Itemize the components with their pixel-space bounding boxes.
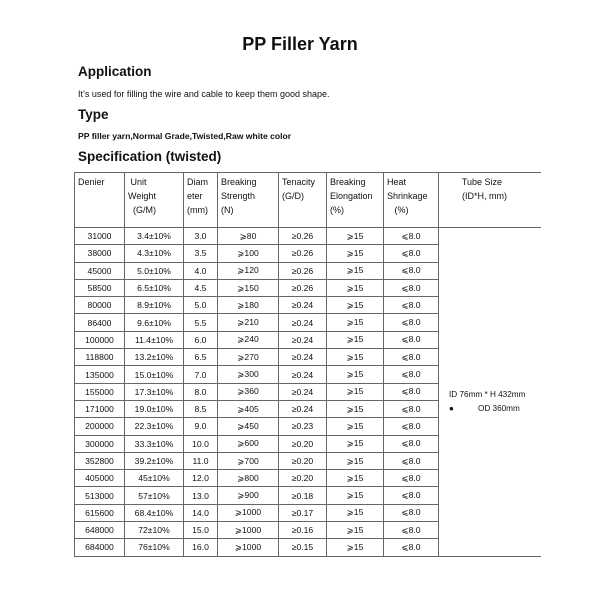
table-cell: 22.3±10% bbox=[125, 418, 184, 435]
table-cell: ⩾120 bbox=[218, 262, 279, 279]
table-cell: 80000 bbox=[75, 297, 125, 314]
column-header-line: Elongation bbox=[330, 191, 373, 201]
column-header-line: (G/M) bbox=[128, 205, 156, 215]
table-cell: ⩾900 bbox=[218, 487, 279, 504]
table-cell: 86400 bbox=[75, 314, 125, 331]
table-cell: 300000 bbox=[75, 435, 125, 452]
table-cell: ⩾270 bbox=[218, 349, 279, 366]
table-cell: ⩾15 bbox=[327, 262, 384, 279]
column-header-line: Breaking bbox=[221, 177, 257, 187]
table-cell: 19.0±10% bbox=[125, 400, 184, 417]
table-cell: ≥0.18 bbox=[279, 487, 327, 504]
table-cell: ≥0.24 bbox=[279, 383, 327, 400]
table-cell: 16.0 bbox=[184, 539, 218, 556]
column-header bbox=[327, 173, 384, 228]
table-cell: ≥0.15 bbox=[279, 539, 327, 556]
table-cell: ≥0.16 bbox=[279, 522, 327, 539]
table-cell: 8.9±10% bbox=[125, 297, 184, 314]
table-cell: ≥0.20 bbox=[279, 452, 327, 469]
table-cell: ⩾15 bbox=[327, 487, 384, 504]
table-cell: 39.2±10% bbox=[125, 452, 184, 469]
table-cell: ⩾360 bbox=[218, 383, 279, 400]
column-header-line: Breaking bbox=[330, 177, 366, 187]
table-cell: ⩽8.0 bbox=[384, 279, 439, 296]
table-cell: ≥0.20 bbox=[279, 470, 327, 487]
column-header-line: (ID*H, mm) bbox=[442, 191, 507, 201]
table-cell: ⩽8.0 bbox=[384, 383, 439, 400]
table-cell: ⩾15 bbox=[327, 418, 384, 435]
tube-size-od: OD 360mm bbox=[477, 403, 520, 413]
table-cell: 684000 bbox=[75, 539, 125, 556]
table-cell: ⩾15 bbox=[327, 314, 384, 331]
table-cell: ≥0.24 bbox=[279, 400, 327, 417]
table-cell: ⩽8.0 bbox=[384, 522, 439, 539]
table-cell: ⩽8.0 bbox=[384, 452, 439, 469]
table-cell: ⩾15 bbox=[327, 349, 384, 366]
table-cell: 38000 bbox=[75, 245, 125, 262]
table-cell: ⩾1000 bbox=[218, 522, 279, 539]
table-cell: ⩽8.0 bbox=[384, 331, 439, 348]
table-cell: 57±10% bbox=[125, 487, 184, 504]
table-cell: 76±10% bbox=[125, 539, 184, 556]
column-header bbox=[75, 173, 125, 228]
column-header-line: (G/D) bbox=[282, 191, 304, 201]
table-cell: 405000 bbox=[75, 470, 125, 487]
table-cell: 118800 bbox=[75, 349, 125, 366]
table-cell: ≥0.17 bbox=[279, 504, 327, 521]
table-cell: ⩾450 bbox=[218, 418, 279, 435]
bullet-icon: ● bbox=[449, 403, 454, 413]
table-cell: ⩾600 bbox=[218, 435, 279, 452]
table-cell: ⩾15 bbox=[327, 331, 384, 348]
table-cell: ≥0.20 bbox=[279, 435, 327, 452]
table-cell: ⩾15 bbox=[327, 279, 384, 296]
column-header bbox=[439, 173, 541, 228]
table-cell: ⩾700 bbox=[218, 452, 279, 469]
table-cell: 12.0 bbox=[184, 470, 218, 487]
table-cell: ⩾15 bbox=[327, 245, 384, 262]
table-cell: ≥0.26 bbox=[279, 245, 327, 262]
column-header bbox=[279, 173, 327, 228]
table-cell: ≥0.24 bbox=[279, 297, 327, 314]
table-cell: ⩾405 bbox=[218, 400, 279, 417]
table-cell: 3.0 bbox=[184, 228, 218, 245]
type-heading: Type bbox=[78, 107, 109, 122]
table-cell: 4.3±10% bbox=[125, 245, 184, 262]
table-cell: 17.3±10% bbox=[125, 383, 184, 400]
column-header bbox=[218, 173, 279, 228]
table-cell: ⩾15 bbox=[327, 366, 384, 383]
table-cell: 648000 bbox=[75, 522, 125, 539]
table-cell: 615600 bbox=[75, 504, 125, 521]
table-cell: 9.0 bbox=[184, 418, 218, 435]
table-cell: ⩾15 bbox=[327, 470, 384, 487]
column-header-line: Tube Size bbox=[442, 177, 503, 187]
table-cell: ⩾240 bbox=[218, 331, 279, 348]
table-cell: ⩾210 bbox=[218, 314, 279, 331]
table-cell: 13.2±10% bbox=[125, 349, 184, 366]
table-cell: 3.4±10% bbox=[125, 228, 184, 245]
table-cell: 31000 bbox=[75, 228, 125, 245]
table-cell: 45000 bbox=[75, 262, 125, 279]
table-cell: 7.0 bbox=[184, 366, 218, 383]
table-cell: ⩽8.0 bbox=[384, 418, 439, 435]
table-cell: 6.5±10% bbox=[125, 279, 184, 296]
table-cell: ⩾15 bbox=[327, 435, 384, 452]
column-header bbox=[184, 173, 218, 228]
table-cell: 10.0 bbox=[184, 435, 218, 452]
tube-size-id-h: ID 76mm * H 432mm bbox=[449, 389, 526, 399]
table-cell: ⩾1000 bbox=[218, 539, 279, 556]
column-header-line: Shrinkage bbox=[387, 191, 428, 201]
table-cell: ⩾100 bbox=[218, 245, 279, 262]
table-cell: ⩾150 bbox=[218, 279, 279, 296]
table-cell: ≥0.26 bbox=[279, 262, 327, 279]
table-cell: 352800 bbox=[75, 452, 125, 469]
table-cell: ⩽8.0 bbox=[384, 228, 439, 245]
table-cell: ⩾15 bbox=[327, 504, 384, 521]
table-cell: 5.0±10% bbox=[125, 262, 184, 279]
column-header-line: Unit bbox=[128, 177, 147, 187]
column-header-line: Strength bbox=[221, 191, 256, 201]
table-row bbox=[75, 228, 541, 245]
table-cell: 72±10% bbox=[125, 522, 184, 539]
application-text: It’s used for filling the wire and cable to keep them good shape. bbox=[78, 89, 330, 99]
table-cell: 15.0 bbox=[184, 522, 218, 539]
table-cell: 5.5 bbox=[184, 314, 218, 331]
table-cell: 6.5 bbox=[184, 349, 218, 366]
table-cell: ⩽8.0 bbox=[384, 349, 439, 366]
table-cell: 45±10% bbox=[125, 470, 184, 487]
column-header-line: Diam bbox=[187, 177, 209, 187]
table-cell: ⩽8.0 bbox=[384, 487, 439, 504]
page-title: PP Filler Yarn bbox=[242, 34, 358, 54]
table-cell: ⩾15 bbox=[327, 383, 384, 400]
table-cell: ⩾15 bbox=[327, 539, 384, 556]
table-cell: 4.0 bbox=[184, 262, 218, 279]
type-text: PP filler yarn,Normal Grade,Twisted,Raw white color bbox=[78, 131, 292, 141]
table-cell: ⩽8.0 bbox=[384, 504, 439, 521]
table-cell: ⩾15 bbox=[327, 522, 384, 539]
table-cell: 8.0 bbox=[184, 383, 218, 400]
table-cell: ≥0.24 bbox=[279, 331, 327, 348]
table-cell: ⩾180 bbox=[218, 297, 279, 314]
table-cell: ⩾80 bbox=[218, 228, 279, 245]
table-cell: ≥0.24 bbox=[279, 366, 327, 383]
table-cell: ⩽8.0 bbox=[384, 366, 439, 383]
table-cell: ≥0.26 bbox=[279, 228, 327, 245]
table-cell: 14.0 bbox=[184, 504, 218, 521]
column-header bbox=[125, 173, 184, 228]
table-cell: ⩽8.0 bbox=[384, 245, 439, 262]
tube-size-cell bbox=[439, 228, 541, 557]
table-cell: ⩾300 bbox=[218, 366, 279, 383]
table-cell: ⩾15 bbox=[327, 400, 384, 417]
table-cell: 15.0±10% bbox=[125, 366, 184, 383]
table-cell: 3.5 bbox=[184, 245, 218, 262]
table-cell: ≥0.26 bbox=[279, 279, 327, 296]
column-header-line: eter bbox=[187, 191, 203, 201]
table-cell: 4.5 bbox=[184, 279, 218, 296]
table-header-row bbox=[75, 173, 541, 228]
table-cell: ⩽8.0 bbox=[384, 470, 439, 487]
table-cell: 100000 bbox=[75, 331, 125, 348]
table-cell: ≥0.24 bbox=[279, 349, 327, 366]
table-cell: ⩽8.0 bbox=[384, 400, 439, 417]
table-cell: 200000 bbox=[75, 418, 125, 435]
table-cell: ⩽8.0 bbox=[384, 262, 439, 279]
table-cell: ⩾15 bbox=[327, 452, 384, 469]
table-cell: ≥0.23 bbox=[279, 418, 327, 435]
table-cell: 6.0 bbox=[184, 331, 218, 348]
table-cell: 11.0 bbox=[184, 452, 218, 469]
table-cell: ⩾15 bbox=[327, 297, 384, 314]
table-cell: 11.4±10% bbox=[125, 331, 184, 348]
specification-table bbox=[74, 172, 541, 557]
table-cell: 9.6±10% bbox=[125, 314, 184, 331]
table-cell: 13.0 bbox=[184, 487, 218, 504]
column-header-line: (mm) bbox=[187, 205, 208, 215]
table-cell: 171000 bbox=[75, 400, 125, 417]
table-cell: ≥0.24 bbox=[279, 314, 327, 331]
table-cell: ⩾800 bbox=[218, 470, 279, 487]
column-header bbox=[384, 173, 439, 228]
column-header-line: Weight bbox=[128, 191, 156, 201]
column-header-line: Tenacity bbox=[282, 177, 316, 187]
table-cell: ⩾1000 bbox=[218, 504, 279, 521]
table-cell: 5.0 bbox=[184, 297, 218, 314]
table-cell: 155000 bbox=[75, 383, 125, 400]
table-cell: 8.5 bbox=[184, 400, 218, 417]
column-header-line: (%) bbox=[330, 205, 344, 215]
table-cell: 513000 bbox=[75, 487, 125, 504]
column-header-line: (%) bbox=[387, 205, 409, 215]
table-cell: ⩾15 bbox=[327, 228, 384, 245]
table-cell: ⩽8.0 bbox=[384, 539, 439, 556]
table-cell: 58500 bbox=[75, 279, 125, 296]
column-header-line: (N) bbox=[221, 205, 234, 215]
table-cell: ⩽8.0 bbox=[384, 297, 439, 314]
column-header-line: Heat bbox=[387, 177, 407, 187]
column-header-line: Denier bbox=[78, 177, 105, 187]
table-cell: 68.4±10% bbox=[125, 504, 184, 521]
table-cell: ⩽8.0 bbox=[384, 435, 439, 452]
table-cell: ⩽8.0 bbox=[384, 314, 439, 331]
table-cell: 135000 bbox=[75, 366, 125, 383]
specification-heading: Specification (twisted) bbox=[78, 149, 222, 164]
table-cell: 33.3±10% bbox=[125, 435, 184, 452]
application-heading: Application bbox=[78, 64, 152, 79]
